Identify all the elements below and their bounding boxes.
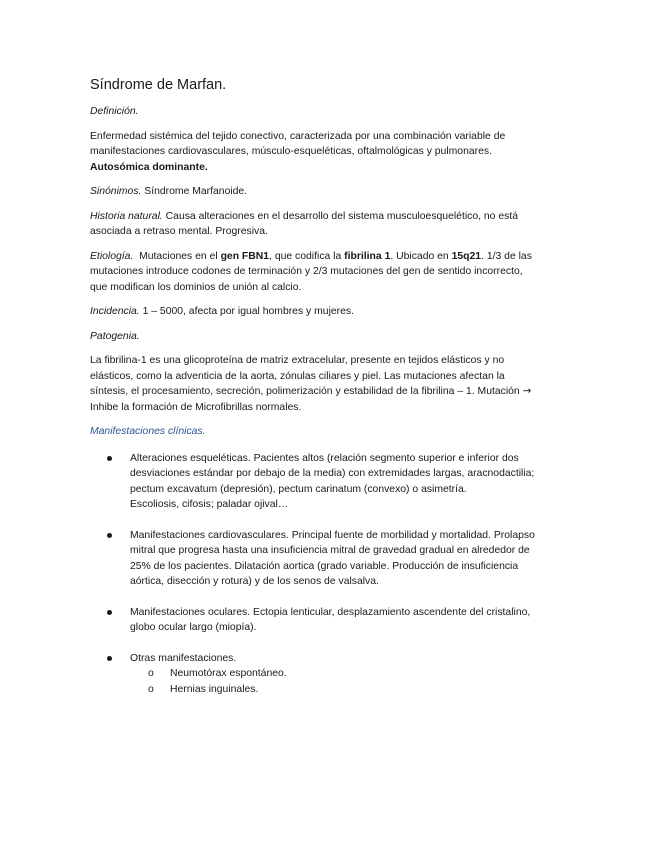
document-body	[90, 76, 542, 712]
sinonimos-label: Sinónimos.	[90, 186, 142, 197]
list-item-text: Alteraciones esqueléticas. Pacientes altos (relación segmento superior e inferior dos desviaciones estándar por debajo de la media) con extremidades largas, aracnodactilia; pectum excavatum (depresión), pectum carinatum (convexo) o asimetría.	[130, 452, 535, 495]
etiologia-text-4: . 1/3 de las mutaciones introduce codones de terminación y 2/3 mutaciones del gen de sentido incorrecto, que modifican los dominios de unión al calcio.	[90, 250, 532, 293]
manifestaciones-label: Manifestaciones clínicas.	[90, 426, 206, 437]
right-arrow-icon: →	[522, 385, 532, 397]
list-item-oculares	[90, 605, 542, 636]
sublist-item-text: Hernias inguinales.	[170, 683, 259, 695]
definicion-label	[90, 104, 542, 120]
etiologia-text-1: Mutaciones en el	[139, 250, 218, 262]
patogenia-label-paragraph	[90, 329, 542, 345]
list-item-text: Otras manifestaciones.	[130, 652, 237, 664]
bullet-icon	[107, 610, 112, 615]
page-title: Síndrome de Marfan.	[90, 77, 227, 93]
patogenia-after: Inhibe la formación de Microfibrillas normales.	[90, 401, 302, 413]
definicion-paragraph	[90, 129, 542, 176]
sublist-item	[130, 682, 542, 698]
historia-paragraph	[90, 209, 542, 240]
list-item-text: Manifestaciones oculares. Ectopia lenticular, desplazamiento ascendente del cristalino, globo ocular largo (miopía).	[130, 606, 531, 633]
sinonimos-text: Síndrome Marfanoide.	[144, 186, 248, 197]
list-item-otras	[90, 651, 542, 698]
list-item-cardiovasculares	[90, 528, 542, 590]
etiologia-text-2: , que codifica la	[269, 250, 342, 262]
etiologia-gene: gen FBN1	[220, 250, 270, 262]
otras-sublist	[130, 666, 542, 697]
etiologia-label: Etiología.	[90, 250, 134, 262]
bullet-icon	[107, 533, 112, 538]
patogenia-paragraph	[90, 353, 542, 415]
etiologia-text-3: . Ubicado en	[390, 250, 449, 262]
sinonimos-paragraph	[90, 184, 542, 200]
sublist-item	[130, 666, 542, 682]
list-item-esqueleticas	[90, 451, 542, 513]
list-item-text: Manifestaciones cardiovasculares. Principal fuente de morbilidad y mortalidad. Prolapso mitral que progresa hasta una insuficiencia mitral de gravedad gradual en alrededor de 25% de los pacientes. Dilatación aortica (grado variable. Producción de insuficiencia aórtica, disección y rotura) y de los senos de valsalva.	[130, 529, 535, 587]
circle-bullet-icon: o	[148, 668, 154, 679]
definicion-label-text: Definición.	[90, 106, 139, 117]
manifestaciones-label-paragraph	[90, 424, 542, 440]
patogenia-text: La fibrilina-1 es una glicoproteína de matriz extracelular, presente en tejidos elásticos y no elásticos, como la adventicia de la aorta, zónulas ciliares y piel. Las mutaciones afectan la síntesis, el procesamiento, secreción, polimerización y estabilidad de la fibrilina – 1. Mutación	[90, 355, 520, 397]
historia-label: Historia natural.	[90, 210, 163, 222]
bullet-icon	[107, 656, 112, 661]
incidencia-text: 1 – 5000, afecta por igual hombres y mujeres.	[142, 306, 354, 317]
incidencia-label: Incidencia.	[90, 306, 140, 317]
historia-text: Causa alteraciones en el desarrollo del sistema musculoesquelético, no está asociada a retraso mental. Progresiva.	[90, 210, 518, 237]
patogenia-label: Patogenia.	[90, 330, 140, 342]
definicion-text: Enfermedad sistémica del tejido conectivo, caracterizada por una combinación variable de manifestaciones cardiovasculares, músculo-esqueléticas, oftalmológicas y pulmonares.	[90, 130, 506, 157]
circle-bullet-icon: o	[148, 683, 154, 695]
bullet-icon	[107, 456, 112, 461]
list-item-text-line2: Escoliosis, cifosis; paladar ojival…	[130, 499, 289, 510]
sublist-item-text: Neumotórax espontáneo.	[170, 668, 287, 679]
definicion-bold: Autosómica dominante.	[90, 161, 208, 173]
incidencia-paragraph	[90, 304, 542, 320]
etiologia-paragraph	[90, 249, 542, 296]
etiologia-protein: fibrilina 1	[344, 250, 391, 262]
etiologia-locus: 15q21	[451, 250, 482, 262]
manifestaciones-list	[90, 451, 542, 698]
